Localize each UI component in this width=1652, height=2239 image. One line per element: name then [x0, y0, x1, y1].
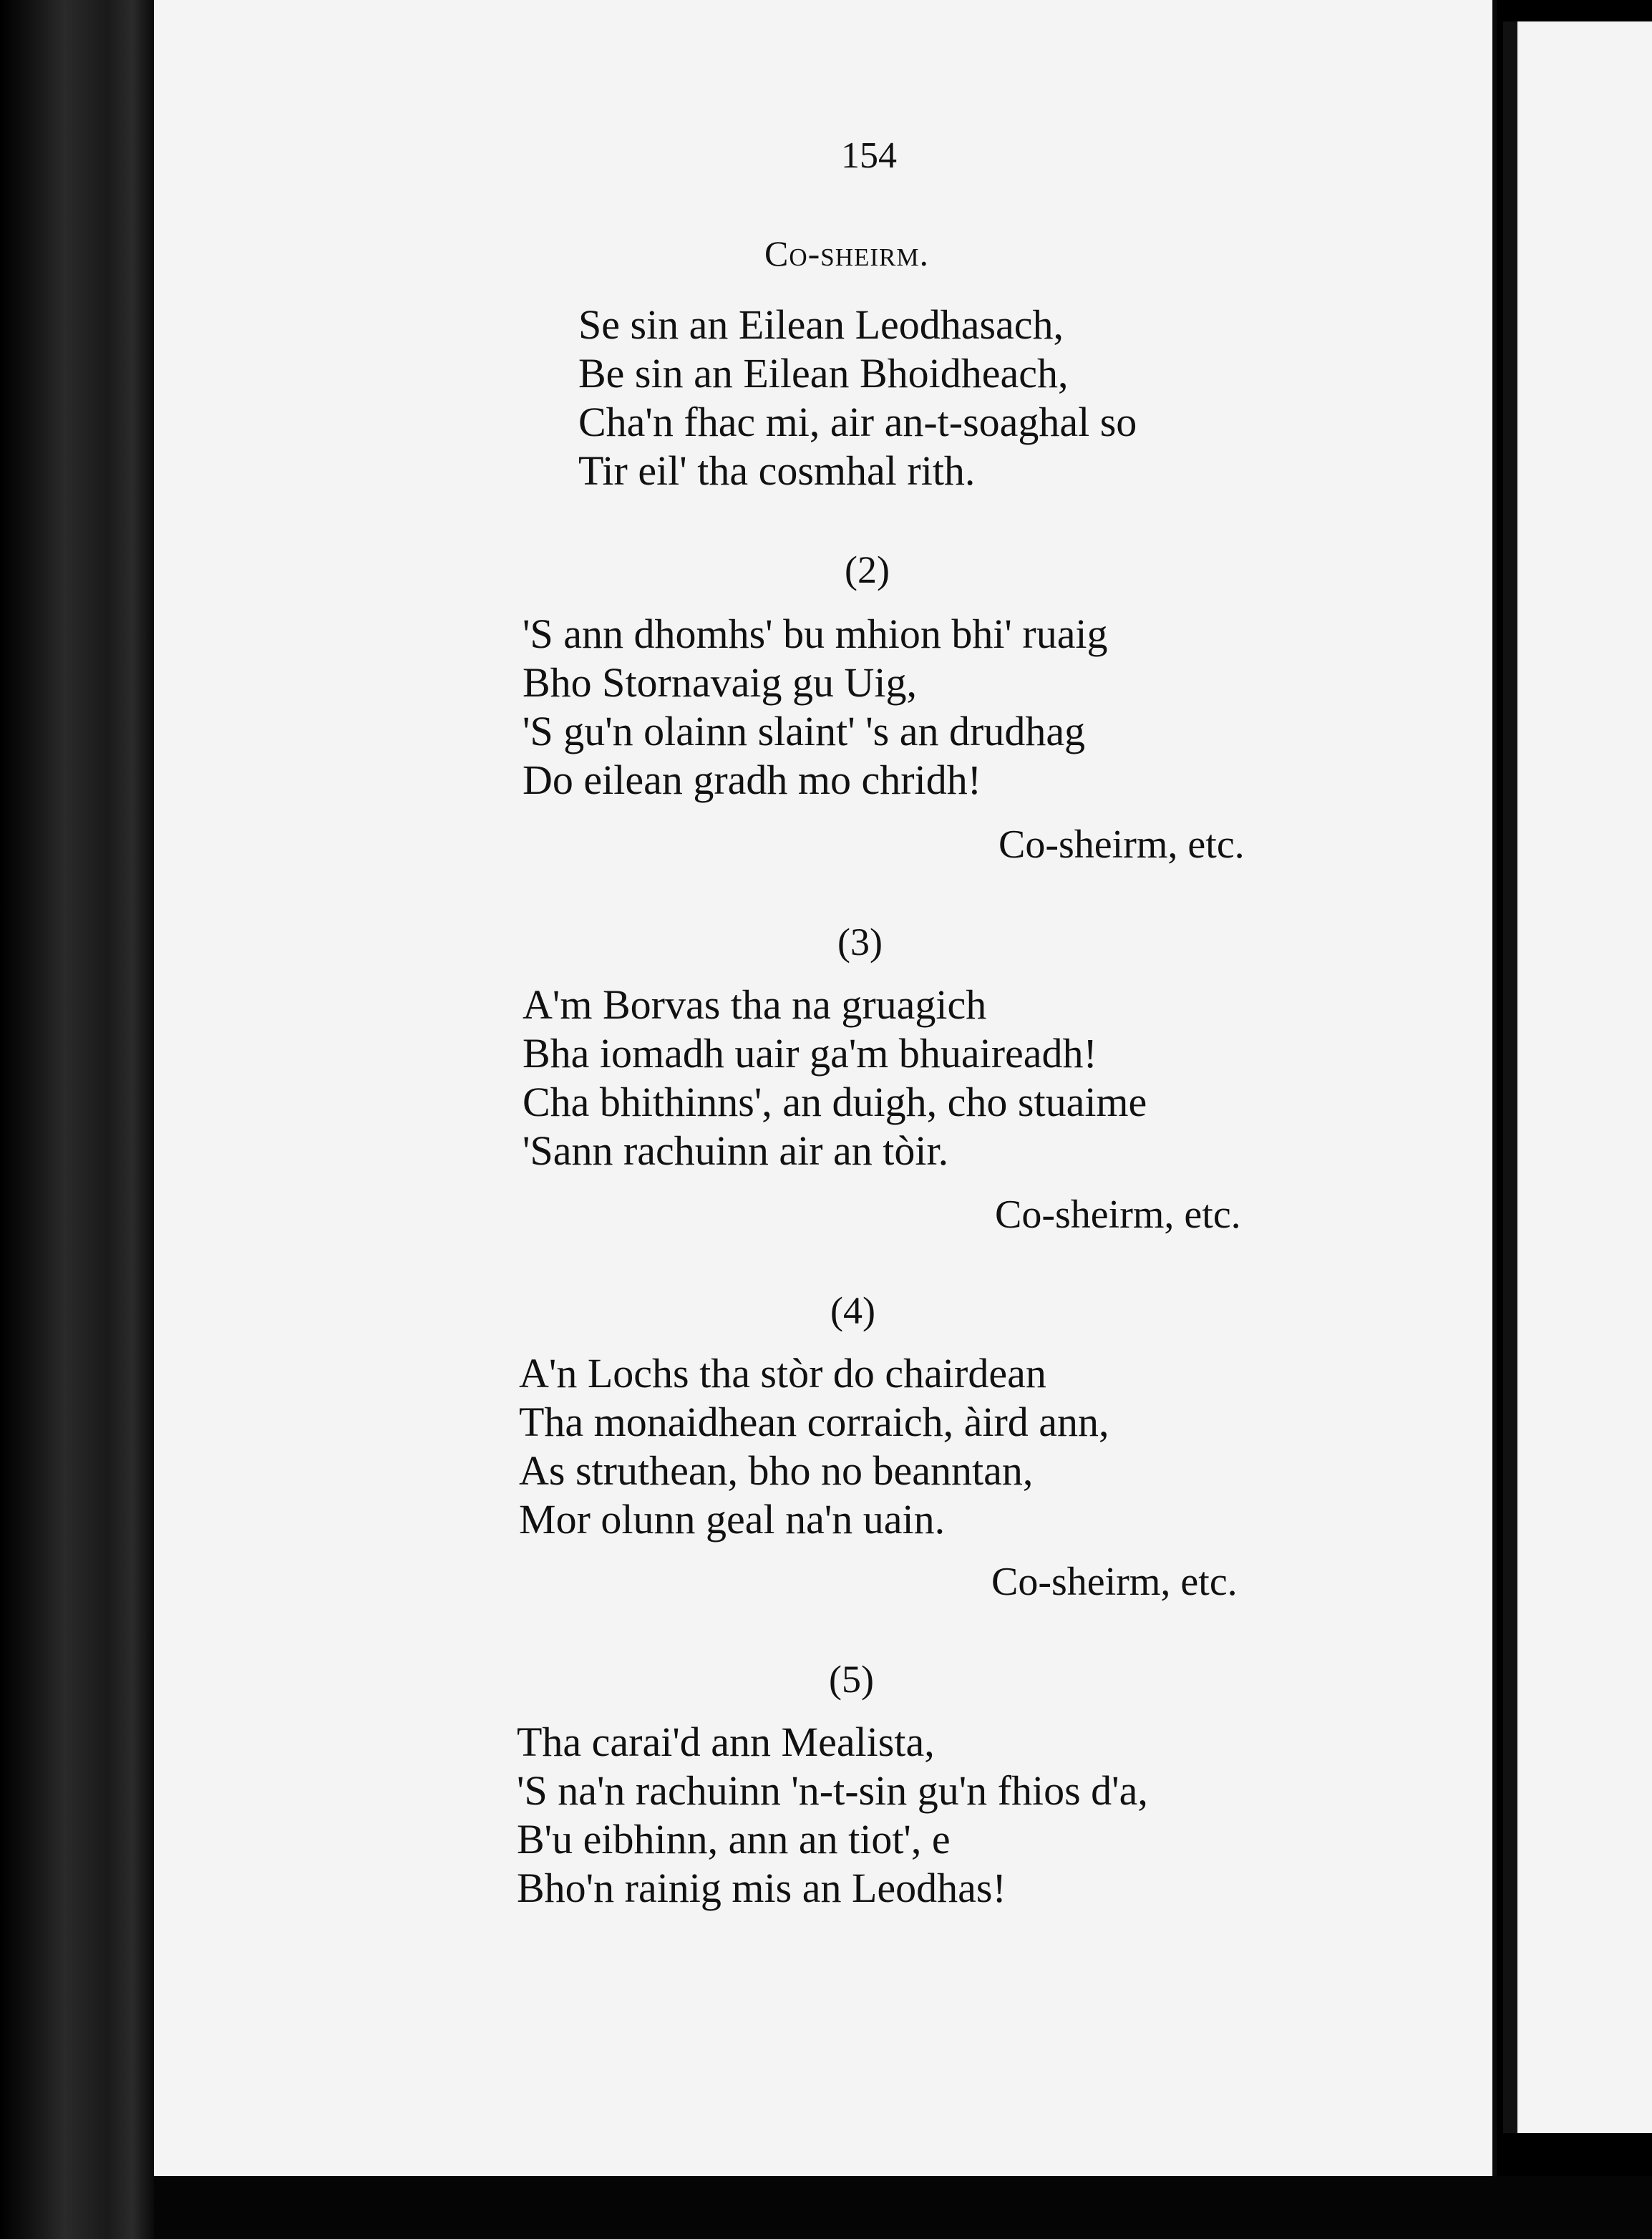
verse-line: 'S gu'n olainn slaint' 's an drudhag [523, 708, 1086, 754]
verse-line: 'S na'n rachuinn 'n-t-sin gu'n fhios d'a, [517, 1767, 1148, 1814]
chorus-reference: Co-sheirm, etc. [999, 822, 1245, 867]
bottom-dark-edge [154, 2176, 1652, 2239]
verse-number: (2) [845, 548, 890, 591]
verse-line: Bho'n rainig mis an Leodhas! [517, 1865, 1006, 1911]
verse-line: As struthean, bho no beanntan, [519, 1447, 1034, 1494]
adjacent-page-edge [1503, 21, 1652, 2133]
verse-stanza [523, 610, 1108, 805]
verse-line: Cha bhithinns', an duigh, cho stuaime [523, 1079, 1147, 1125]
chorus-reference: Co-sheirm, etc. [991, 1560, 1238, 1604]
verse-number: (4) [830, 1289, 875, 1332]
chorus-stanza [578, 301, 1137, 495]
chorus-line: Be sin an Eilean Bhoidheach, [578, 350, 1069, 397]
chorus-line: Cha'n fhac mi, air an-t-soaghal so [578, 399, 1137, 445]
book-spine-shadow [0, 0, 154, 2239]
chorus-reference: Co-sheirm, etc. [995, 1193, 1241, 1237]
chorus-heading: Co-sheirm. [764, 233, 930, 273]
chorus-line: Se sin an Eilean Leodhasach, [578, 301, 1064, 348]
verse-number: (3) [837, 921, 883, 963]
verse-line: B'u eibhinn, ann an tiot', e [517, 1816, 951, 1862]
verse-stanza [523, 981, 1147, 1175]
verse-line: 'S ann dhomhs' bu mhion bhi' ruaig [523, 611, 1108, 657]
verse-line: 'Sann rachuinn air an tòir. [523, 1127, 949, 1174]
verse-line: Mor olunn geal na'n uain. [519, 1496, 946, 1543]
verse-line: Do eilean gradh mo chridh! [523, 757, 982, 803]
verse-stanza [517, 1718, 1148, 1913]
page-number: 154 [841, 135, 897, 176]
verse-line: Bha iomadh uair ga'm bhuaireadh! [523, 1030, 1097, 1077]
verse-line: A'n Lochs tha stòr do chairdean [519, 1350, 1046, 1397]
verse-line: Tha carai'd ann Mealista, [517, 1719, 935, 1765]
verse-line: Bho Stornavaig gu Uig, [523, 659, 917, 706]
verse-line: Tha monaidhean corraich, àird ann, [519, 1399, 1109, 1445]
verse-line: A'm Borvas tha na gruagich [523, 981, 987, 1028]
verse-number: (5) [829, 1658, 874, 1701]
verse-stanza [519, 1349, 1109, 1544]
chorus-line: Tir eil' tha cosmhal rith. [578, 447, 976, 494]
